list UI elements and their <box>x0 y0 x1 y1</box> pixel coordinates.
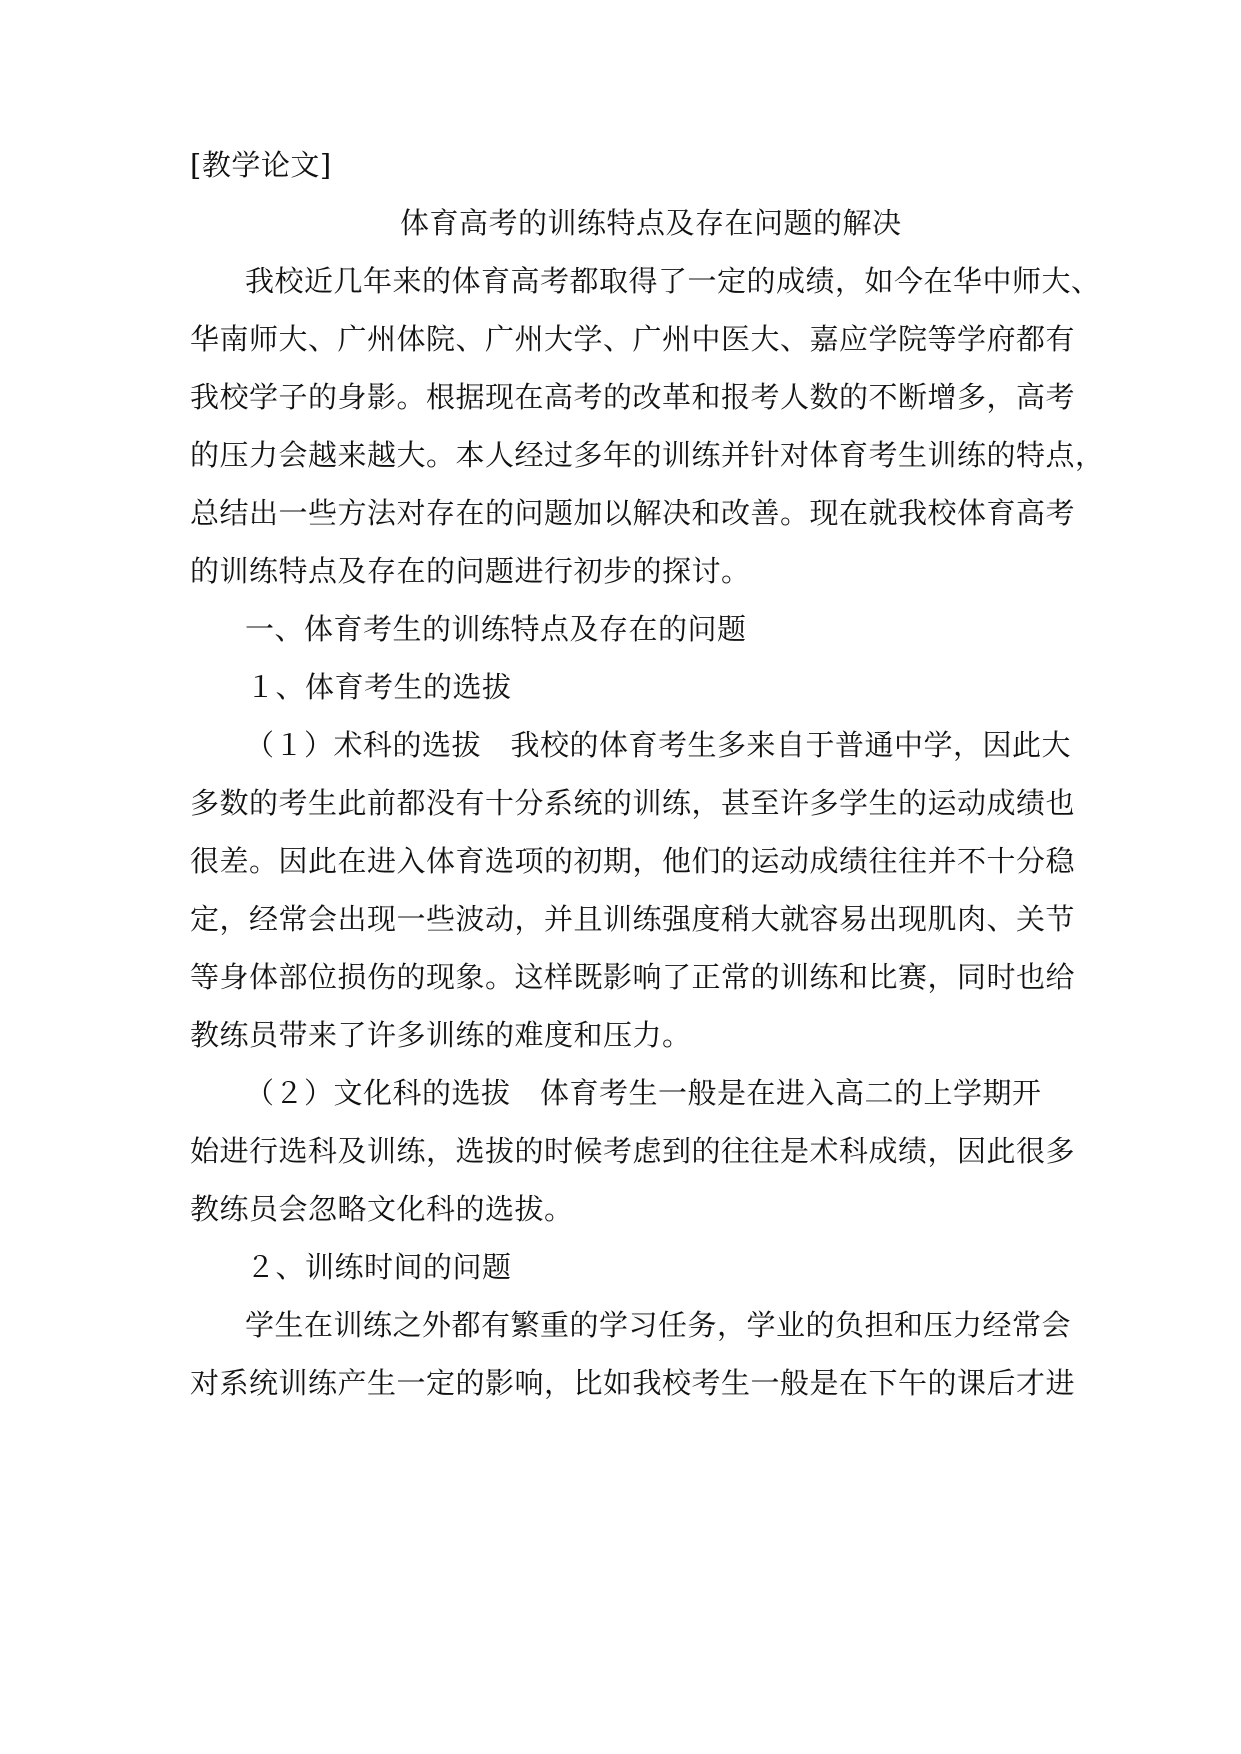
document-title: 体育高考的训练特点及存在问题的解决 <box>400 206 902 240</box>
paragraph-line: 多数的考生此前都没有十分系统的训练，甚至许多学生的运动成绩也 <box>190 786 1076 820</box>
paragraph-line: 我校近几年来的体育高考都取得了一定的成绩，如今在华中师大、 <box>245 264 1101 298</box>
section-heading: 一、体育考生的训练特点及存在的问题 <box>245 612 747 646</box>
paragraph-line: （１）术科的选拔 我校的体育考生多来自于普通中学，因此大 <box>245 728 1072 762</box>
paragraph-line: 教练员带来了许多训练的难度和压力。 <box>190 1018 692 1052</box>
paragraph-line: 华南师大、广州体院、广州大学、广州中医大、嘉应学院等学府都有 <box>190 322 1076 356</box>
paragraph-line: （２）文化科的选拔 体育考生一般是在进入高二的上学期开 <box>245 1076 1042 1110</box>
paragraph-line: 对系统训练产生一定的影响，比如我校考生一般是在下午的课后才进 <box>190 1366 1076 1400</box>
paragraph-line: 的压力会越来越大。本人经过多年的训练并针对体育考生训练的特点， <box>190 438 1105 472</box>
document-tag: [教学论文] <box>190 148 332 182</box>
paragraph-line: 总结出一些方法对存在的问题加以解决和改善。现在就我校体育高考 <box>190 496 1076 530</box>
subsection-heading: １、体育考生的选拔 <box>246 670 512 704</box>
paragraph-line: 的训练特点及存在的问题进行初步的探讨。 <box>190 554 751 588</box>
paragraph-line: 始进行选科及训练，选拔的时候考虑到的往往是术科成绩，因此很多 <box>190 1134 1076 1168</box>
paragraph-line: 很差。因此在进入体育选项的初期，他们的运动成绩往往并不十分稳 <box>190 844 1076 878</box>
subsection-heading: ２、训练时间的问题 <box>246 1250 512 1284</box>
paragraph-line: 等身体部位损伤的现象。这样既影响了正常的训练和比赛，同时也给 <box>190 960 1076 994</box>
paragraph-line: 定，经常会出现一些波动，并且训练强度稍大就容易出现肌肉、关节 <box>190 902 1076 936</box>
paragraph-line: 我校学子的身影。根据现在高考的改革和报考人数的不断增多，高考 <box>190 380 1076 414</box>
paragraph-line: 教练员会忽略文化科的选拔。 <box>190 1192 574 1226</box>
paragraph-line: 学生在训练之外都有繁重的学习任务，学业的负担和压力经常会 <box>245 1308 1072 1342</box>
